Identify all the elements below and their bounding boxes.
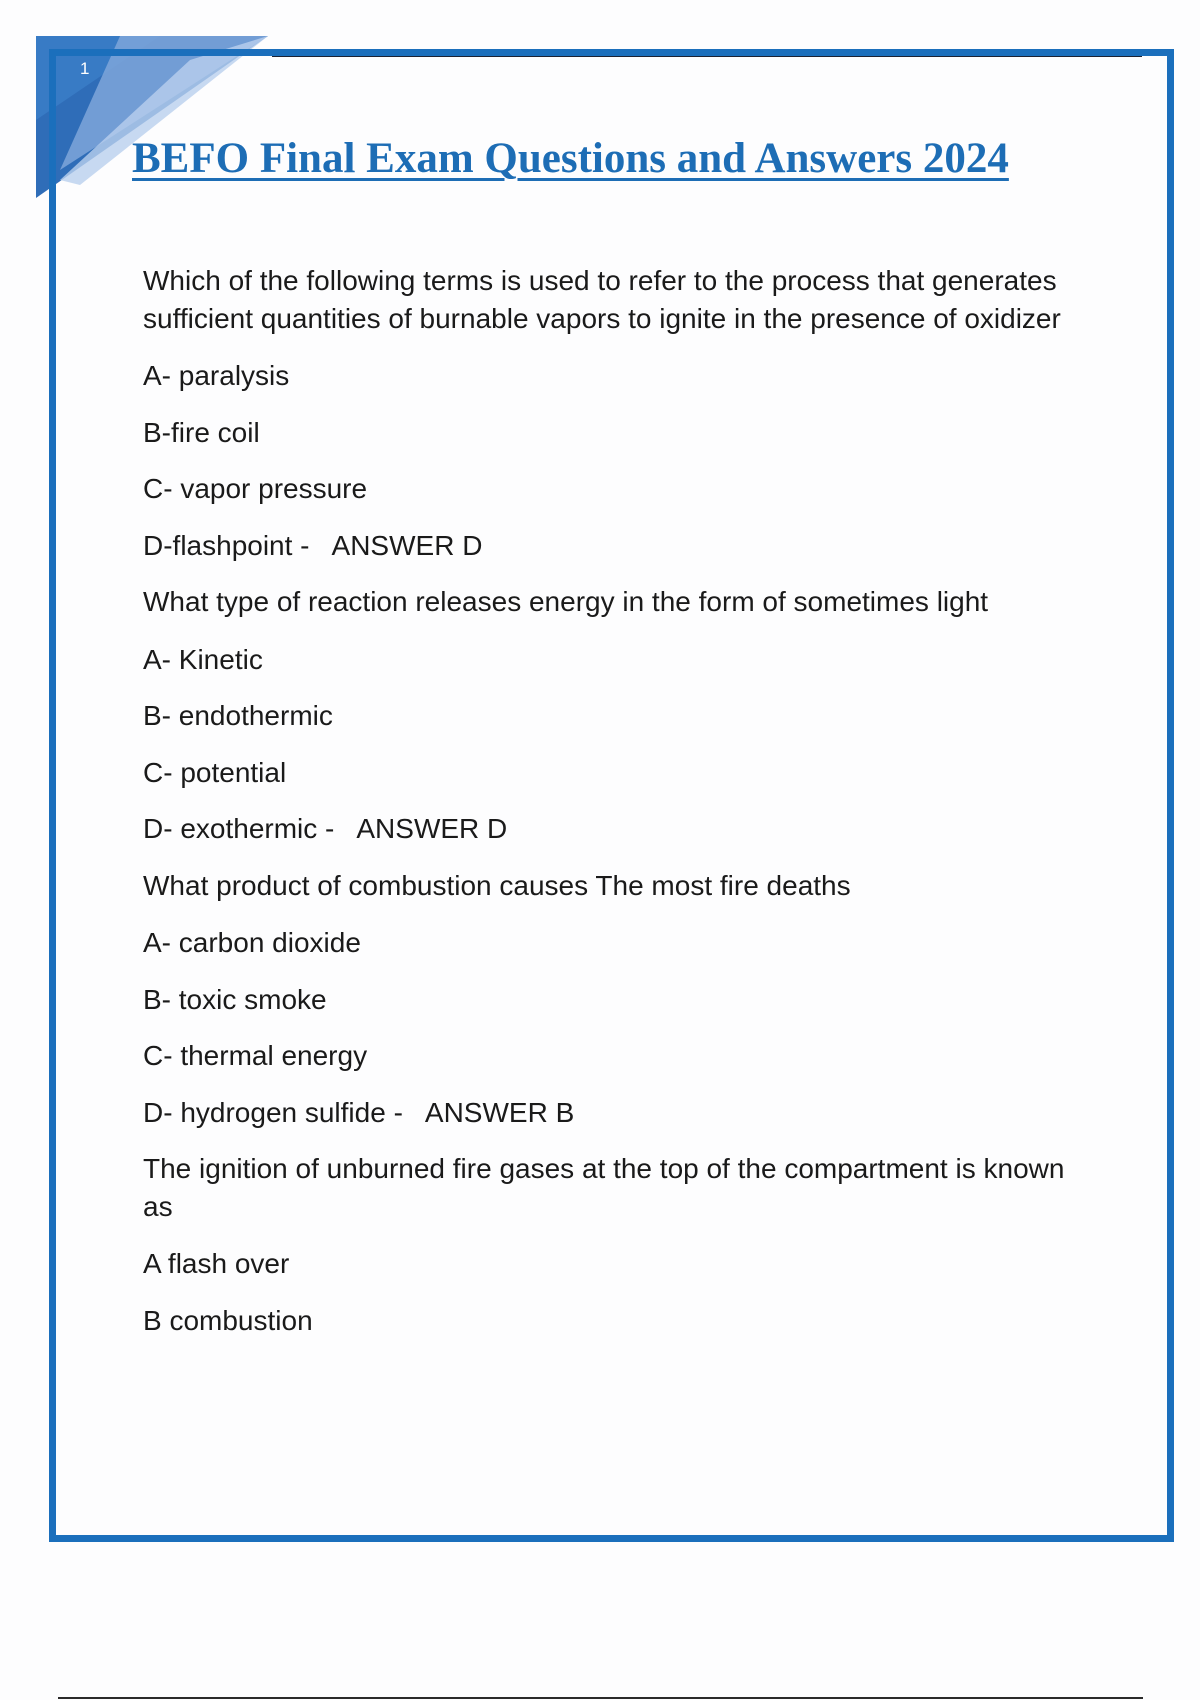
answer-key: ANSWER B — [424, 1096, 575, 1128]
question-text: The ignition of unburned fire gases at the top of the compartment is known as — [143, 1153, 1065, 1222]
answer-option: A- Kinetic — [143, 643, 263, 675]
answer-option: A flash over — [143, 1248, 290, 1279]
answer-option: B combustion — [143, 1304, 313, 1336]
answer-option: C- potential — [143, 756, 287, 788]
question-text: What type of reaction releases energy in the form of sometimes light — [143, 586, 989, 617]
answer-option: A- paralysis — [143, 360, 290, 391]
answer-key: ANSWER D — [331, 529, 483, 561]
question-block — [143, 867, 1083, 1132]
answer-option: A- carbon dioxide — [143, 927, 361, 958]
footer-rule — [58, 1697, 1143, 1699]
answer-option-with-key — [143, 810, 1083, 848]
answer-option: C- vapor pressure — [143, 473, 368, 504]
answer-option: D- exothermic - — [143, 813, 335, 844]
answer-option: C- thermal energy — [143, 1040, 368, 1071]
answer-option: B- toxic smoke — [143, 983, 327, 1015]
answer-key: ANSWER D — [356, 813, 508, 844]
answer-option: B-fire coil — [143, 416, 260, 448]
answer-option-with-key — [143, 527, 1083, 565]
question-list — [143, 262, 1083, 1358]
answer-option-with-key — [143, 1094, 1083, 1132]
question-block — [143, 583, 1083, 848]
question-block — [143, 1150, 1083, 1339]
answer-option: D- hydrogen sulfide - — [143, 1096, 403, 1128]
question-text: Which of the following terms is used to refer to the process that generates sufficient quantities of burnable vapors to ignite in the presence of oxidizer — [143, 265, 1061, 334]
page-title: BEFO Final Exam Questions and Answers 2024 — [132, 135, 1009, 182]
page-number: 1 — [80, 59, 90, 78]
answer-option: B- endothermic — [143, 700, 333, 731]
answer-option: D-flashpoint - — [143, 529, 310, 561]
question-text: What product of combustion causes The most fire deaths — [143, 869, 851, 901]
question-block — [143, 262, 1083, 564]
